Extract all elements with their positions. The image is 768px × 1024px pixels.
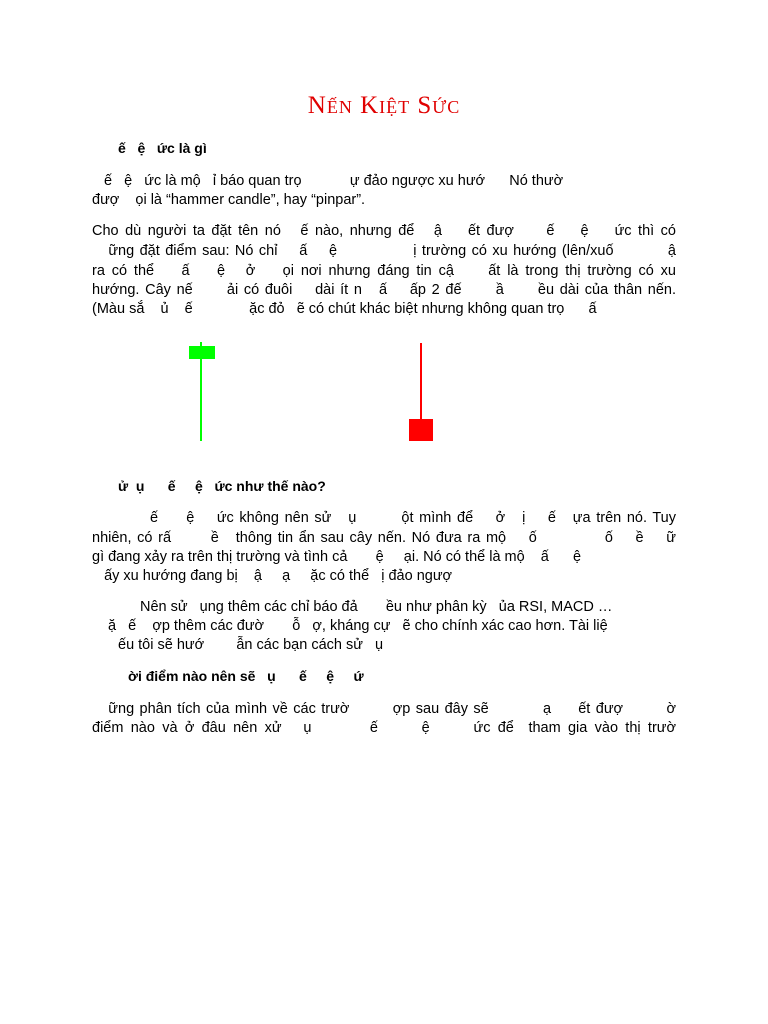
paragraph-line: ếu tôi sẽ hướ ẫn các bạn cách sử ụ <box>118 637 384 653</box>
candlestick-illustration <box>0 330 768 450</box>
bearish-hammer-candle <box>409 343 433 441</box>
paragraph-line: ế ệ ức không nên sử ụ ột mình để ở ị ế ựa trên nó. Tuy <box>150 510 676 526</box>
paragraph-line: hướng. Cây nế ải có đuôi dài ít n ấ ấp 2 đế ầ ều dài của thân nến. <box>92 282 676 298</box>
paragraph-line: ra có thể ấ ệ ở ọi nơi nhưng đáng tin cậ ất là trong thị trường có xu <box>92 263 676 279</box>
paragraph-line: ặ ế ợp thêm các đườ ỗ ợ, kháng cự ẽ cho chính xác cao hơn. Tài liệ <box>108 618 608 634</box>
paragraph-line: ế ệ ức là mộ ỉ báo quan trọ ự đảo ngược xu hướ Nó thườ <box>104 173 564 189</box>
document-title: Nến Kiệt Sức <box>307 92 461 119</box>
paragraph-line: (Màu sắ ủ ế ặc đỏ ẽ có chút khác biệt nhưng không quan trọ ấ <box>92 301 597 317</box>
section-heading-what-is: ế ệ ức là gì <box>118 140 207 156</box>
paragraph-line: nhiên, có rấ ề thông tin ẩn sau cây nến. Nó đưa ra mộ ố ố ề ữ <box>92 530 676 546</box>
bullish-candle-body <box>189 346 215 359</box>
bullish-hammer-candle <box>189 342 215 441</box>
paragraph-line: Cho dù người ta đặt tên nó ế nào, nhưng để ậ ết đượ ế ệ ức thì có <box>92 223 676 239</box>
paragraph-line: Nên sử ụng thêm các chỉ báo đả ều như phân kỳ ủa RSI, MACD … <box>140 599 613 615</box>
paragraph-line: gì đang xảy ra trên thị trường và tình cả ệ ại. Nó có thể là mộ ấ ệ <box>92 549 582 565</box>
paragraph-line: ững đặt điểm sau: Nó chỉ ấ ệ ị trường có xu hướng (lên/xuố ậ <box>92 243 676 259</box>
paragraph-line: ấy xu hướng đang bị ậ ạ ặc có thể ị đảo ngượ <box>92 568 453 584</box>
section-heading-how-to-use: ử ụ ế ệ ức như thế nào? <box>118 478 326 494</box>
bearish-candle-body <box>409 419 433 441</box>
section-heading-when-to-use: ời điểm nào nên sẽ ụ ế ệ ứ <box>128 668 364 684</box>
paragraph-line: ững phân tích của mình về các trườ ợp sau đây sẽ ạ ết đượ ờ <box>92 701 676 717</box>
paragraph-line: điểm nào và ở đâu nên xử ụ ế ệ ức để tham gia vào thị trườ <box>92 720 676 736</box>
paragraph-line: đượ ọi là “hammer candle”, hay “pinpar”. <box>92 192 366 208</box>
